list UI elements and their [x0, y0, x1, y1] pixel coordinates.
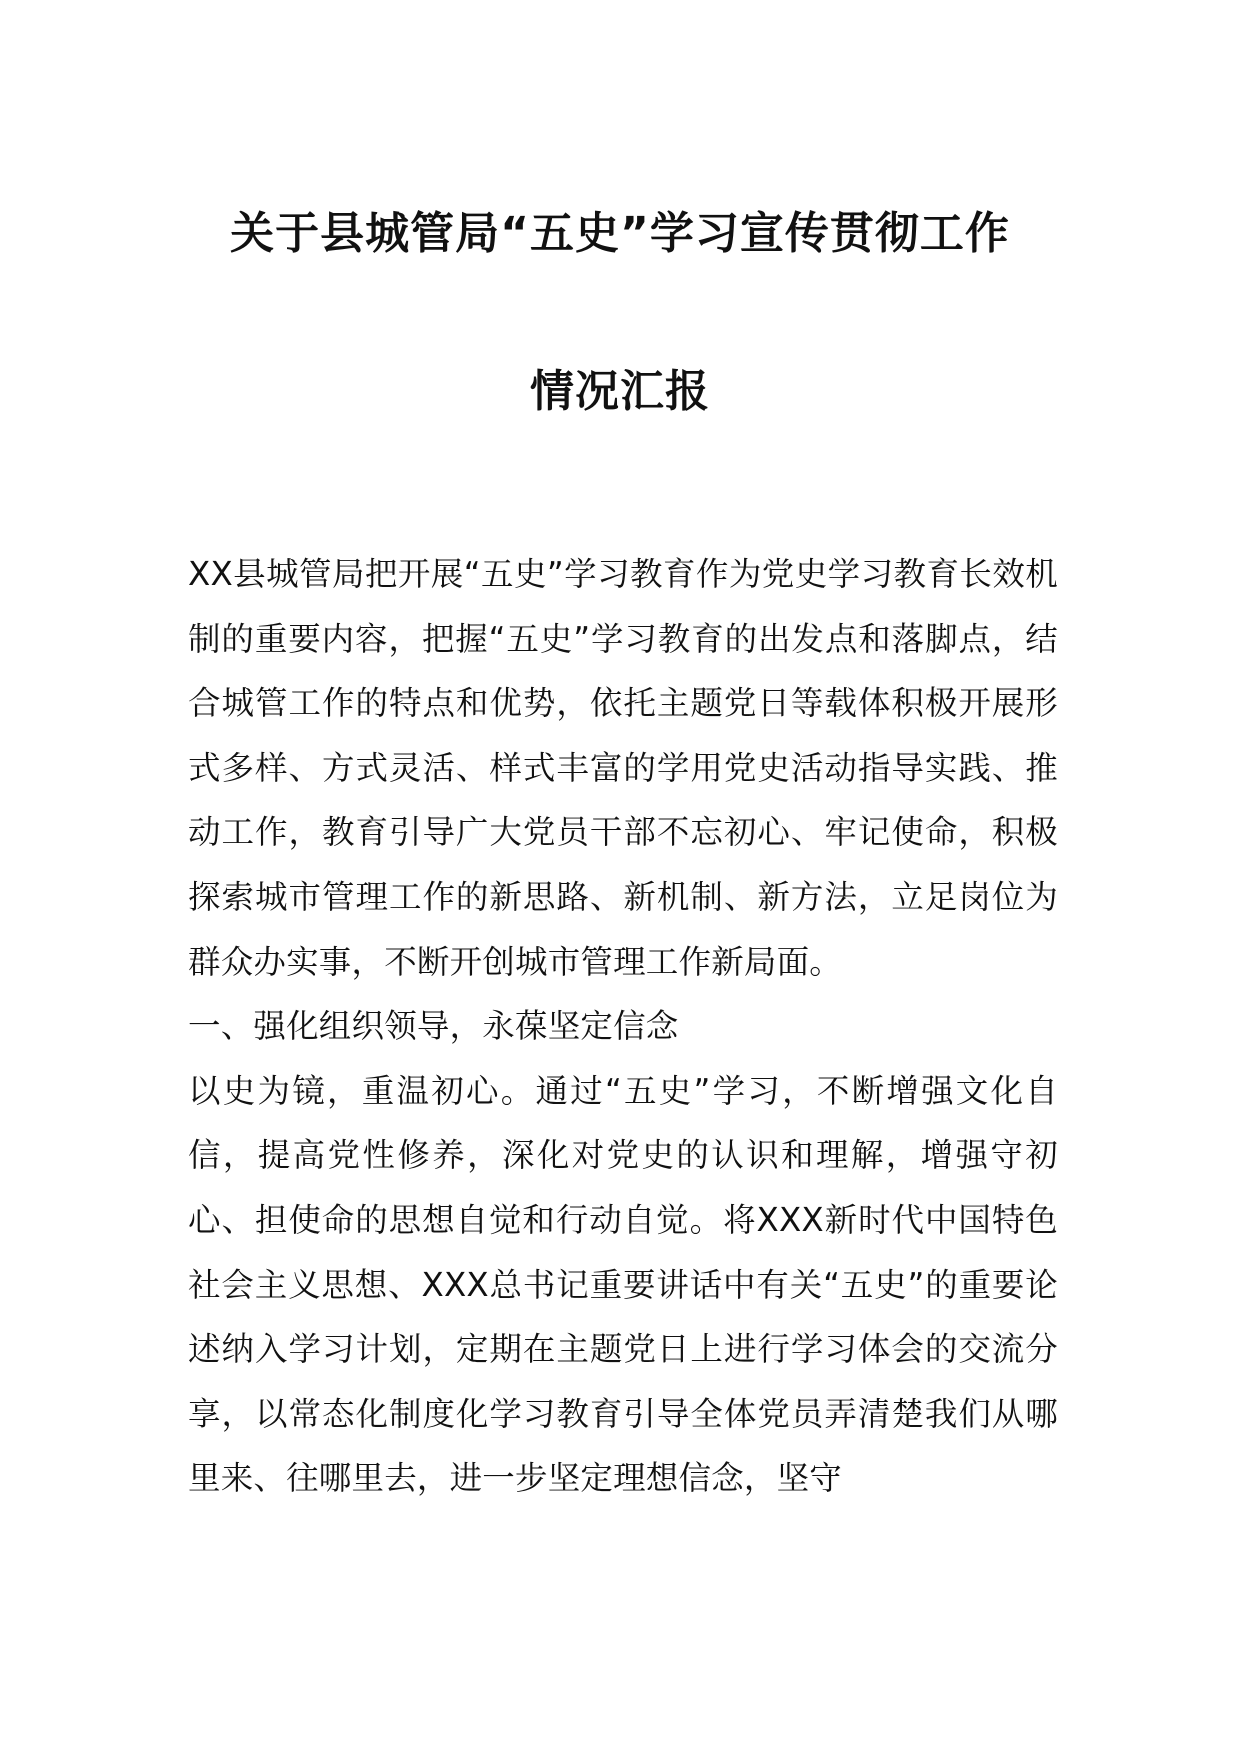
section-1-paragraph: 以史为镜，重温初心。通过“五史”学习，不断增强文化自信，提高党性修养，深化对党史的认识和理解，增强守初心、担使命的思想自觉和行动自觉。将XXX新时代中国特色社会主义思想、XXX总书记重要讲话中有关“五史”的重要论述纳入学习计划，定期在主题党日上进行学习体会的交流分享，以常态化制度化学习教育引导全体党员弄清楚我们从哪里来、往哪里去，进一步坚定理想信念，坚守	[188, 1071, 1058, 1498]
document-title-line-1: 关于县城管局“五史”学习宣传贯彻工作	[230, 208, 1010, 259]
document-body	[188, 542, 1058, 1511]
intro-paragraph: XX县城管局把开展“五史”学习教育作为党史学习教育长效机制的重要内容，把握“五史”学习教育的出发点和落脚点，结合城管工作的特点和优势，依托主题党日等载体积极开展形式多样、方式灵活、样式丰富的学用党史活动指导实践、推动工作，教育引导广大党员干部不忘初心、牢记使命，积极探索城市管理工作的新思路、新机制、新方法，立足岗位为群众办实事，不断开创城市管理工作新局面。	[188, 555, 1058, 981]
document-title-line-2: 情况汇报	[530, 366, 710, 417]
section-heading-1: 一、强化组织领导，永葆坚定信念	[188, 1007, 679, 1046]
